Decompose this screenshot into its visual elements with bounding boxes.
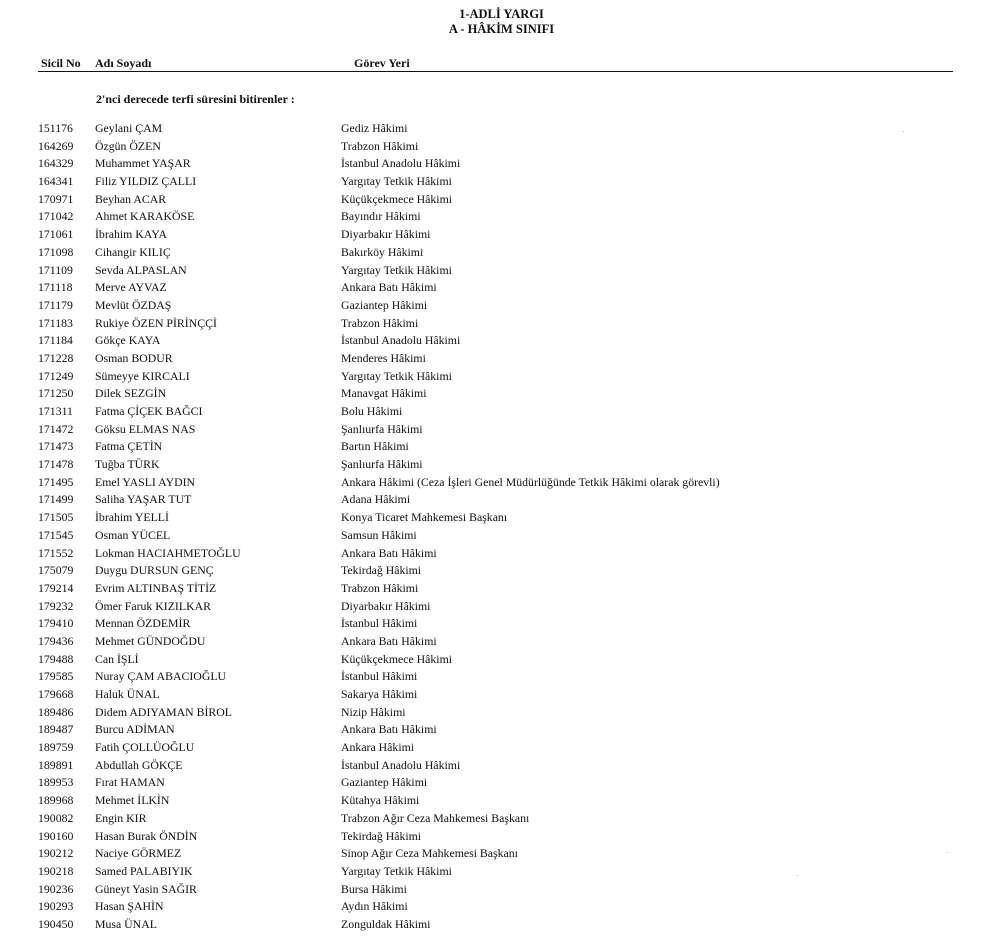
row-name: Göksu ELMAS NAS <box>95 421 196 436</box>
row-post: Gediz Hâkimi <box>341 121 408 135</box>
row-sicil-no: 189759 <box>38 740 74 755</box>
row-post: İstanbul Anadolu Hâkimi <box>341 156 461 171</box>
row-name: Nuray ÇAM ABACIOĞLU <box>95 669 227 684</box>
row-sicil-no: 189953 <box>38 775 74 790</box>
row-sicil-no: 171109 <box>38 262 73 277</box>
list-row <box>0 845 995 863</box>
row-sicil-no: 171473 <box>38 439 74 454</box>
row-sicil-no: 171552 <box>38 545 74 560</box>
row-name: Ömer Faruk KIZILKAR <box>95 598 211 613</box>
row-post: Sinop Ağır Ceza Mahkemesi Başkanı <box>341 846 518 861</box>
list-row <box>0 580 995 598</box>
row-post: Trabzon Hâkimi <box>341 138 419 153</box>
list-row <box>0 881 995 899</box>
row-name: Duygu DURSUN GENÇ <box>95 563 214 578</box>
list-row <box>0 315 995 333</box>
row-post: Diyarbakır Hâkimi <box>341 227 431 242</box>
column-header-post: Görev Yeri <box>354 56 410 70</box>
row-sicil-no: 190082 <box>38 810 74 825</box>
row-sicil-no: 190450 <box>38 916 74 931</box>
row-name: Geylani ÇAM <box>95 121 163 135</box>
row-post: Ankara Batı Hâkimi <box>341 722 437 737</box>
row-post: Ankara Batı Hâkimi <box>341 545 437 560</box>
row-post: Şanlıurfa Hâkimi <box>341 421 423 436</box>
column-header-name: Adı Soyadı <box>95 56 152 70</box>
list-row <box>0 545 995 563</box>
row-name: Hasan ŞAHİN <box>95 899 164 914</box>
row-name: İbrahim YELLİ <box>95 510 169 525</box>
list-row <box>0 138 995 156</box>
row-post: Gaziantep Hâkimi <box>341 297 428 312</box>
list-row <box>0 491 995 509</box>
row-sicil-no: 179436 <box>38 633 74 648</box>
row-name: Merve AYVAZ <box>95 280 167 295</box>
row-sicil-no: 179488 <box>38 651 74 666</box>
row-sicil-no: 175079 <box>38 563 74 578</box>
row-sicil-no: 171183 <box>38 315 73 330</box>
row-post: Aydın Hâkimi <box>341 899 408 914</box>
scan-speck <box>947 852 948 853</box>
row-name: Engin KIR <box>95 810 147 825</box>
row-name: Fırat HAMAN <box>95 775 165 790</box>
row-post: Manavgat Hâkimi <box>341 386 427 401</box>
row-sicil-no: 171118 <box>38 280 73 295</box>
list-row <box>0 474 995 492</box>
row-name: Naciye GÖRMEZ <box>95 846 182 861</box>
list-row <box>0 598 995 616</box>
row-name: Samed PALABIYIK <box>95 863 193 878</box>
row-sicil-no: 171478 <box>38 457 74 472</box>
row-sicil-no: 170971 <box>38 191 74 206</box>
row-sicil-no: 164269 <box>38 138 74 153</box>
row-post: Küçükçekmece Hâkimi <box>341 651 453 666</box>
row-name: Dilek SEZGİN <box>95 386 167 401</box>
row-post: Ankara Hâkimi (Ceza İşleri Genel Müdürlüğünde Tetkik Hâkimi olarak görevli) <box>341 474 720 489</box>
row-name: Didem ADIYAMAN BİROL <box>95 704 232 719</box>
row-post: Bayındır Hâkimi <box>341 209 421 224</box>
list-row <box>0 403 995 421</box>
row-name: Muhammet YAŞAR <box>95 156 191 171</box>
row-name: Emel YASLI AYDIN <box>95 474 196 489</box>
row-post: Küçükçekmece Hâkimi <box>341 191 453 206</box>
row-post: Yargıtay Tetkik Hâkimi <box>341 174 452 189</box>
list-row <box>0 633 995 651</box>
row-name: Mevlüt ÖZDAŞ <box>95 297 172 312</box>
row-name: Güneyt Yasin SAĞIR <box>95 881 197 896</box>
list-row <box>0 739 995 757</box>
judge-list <box>0 120 995 934</box>
row-name: Fatma ÇETİN <box>95 439 163 454</box>
row-post: İstanbul Hâkimi <box>341 616 418 631</box>
row-name: Ahmet KARAKÖSE <box>95 209 195 224</box>
row-sicil-no: 171184 <box>38 333 73 348</box>
list-row <box>0 368 995 386</box>
row-name: Filiz YILDIZ ÇALLI <box>95 174 197 189</box>
row-name: Osman YÜCEL <box>95 527 171 542</box>
row-sicil-no: 171311 <box>38 404 73 418</box>
list-row <box>0 810 995 828</box>
row-post: Adana Hâkimi <box>341 492 411 507</box>
row-sicil-no: 171495 <box>38 474 74 489</box>
row-post: Bolu Hâkimi <box>341 404 403 418</box>
list-row <box>0 916 995 934</box>
row-sicil-no: 190218 <box>38 863 74 878</box>
row-post: Konya Ticaret Mahkemesi Başkanı <box>341 510 508 525</box>
list-row <box>0 155 995 173</box>
row-sicil-no: 190212 <box>38 846 74 861</box>
row-post: Zonguldak Hâkimi <box>341 916 431 931</box>
row-post: Yargıtay Tetkik Hâkimi <box>341 368 452 383</box>
row-name: Rukiye ÖZEN PİRİNÇÇİ <box>95 315 217 330</box>
row-name: Haluk ÜNAL <box>95 687 160 701</box>
row-sicil-no: 179585 <box>38 669 74 684</box>
row-post: Şanlıurfa Hâkimi <box>341 457 423 472</box>
list-row <box>0 421 995 439</box>
row-name: Mennan ÖZDEMİR <box>95 616 191 631</box>
row-post: Ankara Batı Hâkimi <box>341 633 437 648</box>
row-post: Diyarbakır Hâkimi <box>341 598 431 613</box>
list-row <box>0 704 995 722</box>
list-row <box>0 792 995 810</box>
row-name: Musa ÜNAL <box>95 916 157 931</box>
row-name: Saliha YAŞAR TUT <box>95 492 192 507</box>
row-sicil-no: 179232 <box>38 598 74 613</box>
list-row <box>0 757 995 775</box>
row-post: İstanbul Anadolu Hâkimi <box>341 757 461 772</box>
list-row <box>0 244 995 262</box>
row-name: Sümeyye KIRCALI <box>95 368 190 383</box>
list-row <box>0 438 995 456</box>
row-sicil-no: 171250 <box>38 386 74 401</box>
row-post: İstanbul Hâkimi <box>341 669 418 684</box>
row-sicil-no: 189487 <box>38 722 74 737</box>
row-name: Gökçe KAYA <box>95 333 161 348</box>
row-sicil-no: 190293 <box>38 899 74 914</box>
row-sicil-no: 171505 <box>38 510 74 525</box>
column-header-sicil: Sicil No <box>41 56 81 70</box>
list-row <box>0 279 995 297</box>
row-post: Menderes Hâkimi <box>341 350 426 365</box>
row-name: Osman BODUR <box>95 350 173 365</box>
row-sicil-no: 190236 <box>38 881 74 896</box>
row-sicil-no: 164341 <box>38 174 74 189</box>
list-row <box>0 509 995 527</box>
row-name: Cihangir KILIÇ <box>95 244 171 259</box>
header-rule <box>38 71 953 72</box>
list-row <box>0 456 995 474</box>
row-sicil-no: 171472 <box>38 421 74 436</box>
row-name: Sevda ALPASLAN <box>95 262 187 277</box>
row-sicil-no: 171098 <box>38 244 74 259</box>
row-name: Burcu ADİMAN <box>95 722 175 737</box>
list-row <box>0 774 995 792</box>
list-row <box>0 226 995 244</box>
row-name: Evrim ALTINBAŞ TİTİZ <box>95 580 217 595</box>
row-post: Tekirdağ Hâkimi <box>341 828 422 843</box>
list-row <box>0 668 995 686</box>
row-sicil-no: 179214 <box>38 580 74 595</box>
list-row <box>0 863 995 881</box>
row-name: Beyhan ACAR <box>95 191 167 206</box>
list-row <box>0 615 995 633</box>
row-sicil-no: 189968 <box>38 793 74 808</box>
row-post: Trabzon Hâkimi <box>341 580 419 595</box>
list-row <box>0 721 995 739</box>
list-row <box>0 120 995 138</box>
row-post: Trabzon Hâkimi <box>341 315 419 330</box>
row-post: Tekirdağ Hâkimi <box>341 563 422 578</box>
row-name: Fatih ÇOLLÜOĞLU <box>95 740 195 755</box>
row-name: İbrahim KAYA <box>95 227 167 242</box>
row-sicil-no: 190160 <box>38 828 74 843</box>
row-sicil-no: 151176 <box>38 121 73 135</box>
list-row <box>0 828 995 846</box>
list-row <box>0 191 995 209</box>
list-row <box>0 898 995 916</box>
row-post: Ankara Batı Hâkimi <box>341 280 437 295</box>
row-sicil-no: 171179 <box>38 297 73 312</box>
row-sicil-no: 171228 <box>38 350 74 365</box>
row-name: Fatma ÇİÇEK BAĞCI <box>95 404 203 418</box>
row-name: Lokman HACIAHMETOĞLU <box>95 545 241 560</box>
row-post: Sakarya Hâkimi <box>341 687 418 701</box>
section-title: 2'nci derecede terfi süresini bitirenler : <box>96 92 295 106</box>
list-row <box>0 262 995 280</box>
row-sicil-no: 171061 <box>38 227 74 242</box>
scan-speck <box>903 131 904 132</box>
row-name: Mehmet İLKİN <box>95 793 170 808</box>
row-post: Gaziantep Hâkimi <box>341 775 428 790</box>
row-sicil-no: 164329 <box>38 156 74 171</box>
row-post: Trabzon Ağır Ceza Mahkemesi Başkanı <box>341 810 530 825</box>
row-name: Özgün ÖZEN <box>95 138 161 153</box>
row-sicil-no: 171042 <box>38 209 74 224</box>
row-sicil-no: 171249 <box>38 368 74 383</box>
row-sicil-no: 179668 <box>38 687 74 701</box>
row-post: Yargıtay Tetkik Hâkimi <box>341 863 452 878</box>
row-name: Tuğba TÜRK <box>95 457 160 472</box>
document-subtitle: A - HÂKİM SINIFI <box>448 22 555 36</box>
row-post: Bakırköy Hâkimi <box>341 244 424 259</box>
row-sicil-no: 189891 <box>38 757 74 772</box>
list-row <box>0 173 995 191</box>
row-sicil-no: 179410 <box>38 616 74 631</box>
row-post: Nizip Hâkimi <box>341 704 406 719</box>
document-title: 1-ADLİ YARGI <box>459 7 544 21</box>
row-post: İstanbul Anadolu Hâkimi <box>341 333 461 348</box>
row-post: Samsun Hâkimi <box>341 527 417 542</box>
list-row <box>0 385 995 403</box>
list-row <box>0 208 995 226</box>
row-post: Bartın Hâkimi <box>341 439 409 454</box>
row-post: Kütahya Hâkimi <box>341 793 420 808</box>
row-sicil-no: 189486 <box>38 704 74 719</box>
list-row <box>0 332 995 350</box>
row-sicil-no: 171499 <box>38 492 74 507</box>
row-post: Yargıtay Tetkik Hâkimi <box>341 262 452 277</box>
list-row <box>0 651 995 669</box>
list-row <box>0 350 995 368</box>
row-post: Ankara Hâkimi <box>341 740 415 755</box>
list-row <box>0 686 995 704</box>
row-sicil-no: 171545 <box>38 527 74 542</box>
list-row <box>0 297 995 315</box>
row-post: Bursa Hâkimi <box>341 881 407 896</box>
row-name: Can İŞLİ <box>95 651 139 666</box>
row-name: Abdullah GÖKÇE <box>95 757 183 772</box>
row-name: Hasan Burak ÖNDİN <box>95 828 198 843</box>
list-row <box>0 562 995 580</box>
row-name: Mehmet GÜNDOĞDU <box>95 633 206 648</box>
scan-speck <box>797 875 798 876</box>
list-row <box>0 527 995 545</box>
